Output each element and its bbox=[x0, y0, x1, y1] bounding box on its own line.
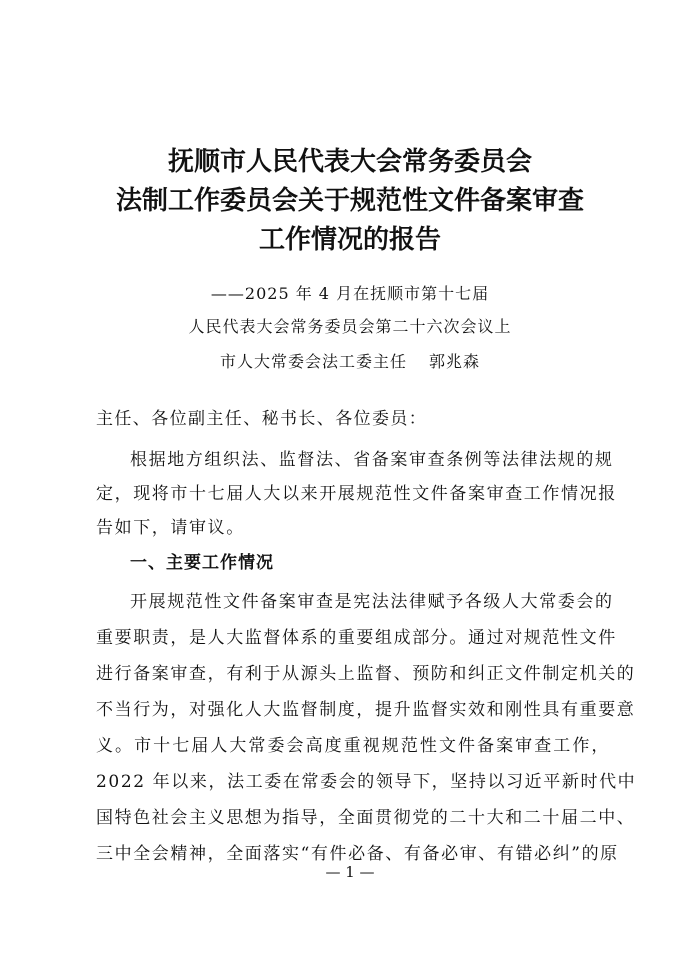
title-line-3: 工作情况的报告 bbox=[258, 225, 441, 255]
subtitle-line-1: ——2025 年 4 月在抚顺市第十七届 bbox=[210, 284, 490, 303]
paragraph-line: 开展规范性文件备案审查是宪法法律赋予各级人大常委会的 bbox=[130, 592, 614, 612]
paragraph-line: 进行备案审查，有利于从源头上监督、预防和纠正文件制定机关的 bbox=[96, 664, 636, 684]
paragraph-line: 义。市十七届人大常委会高度重视规范性文件备案审查工作， bbox=[96, 736, 610, 756]
paragraph-line: 三中全会精神，全面落实“有件必备、有备必审、有错必纠”的原 bbox=[96, 844, 619, 864]
title-line-2: 法制工作委员会关于规范性文件备案审查 bbox=[115, 186, 584, 216]
paragraph-line: 定，现将市十七届人大以来开展规范性文件备案审查工作情况报 bbox=[96, 484, 617, 504]
paragraph-line: 重要职责，是人大监督体系的重要组成部分。通过对规范性文件 bbox=[96, 628, 617, 648]
paragraph-line: 国特色社会主义思想为指导，全面贯彻党的二十大和二十届二中、 bbox=[96, 808, 636, 828]
paragraph-line: 根据地方组织法、监督法、省备案审查条例等法律法规的规 bbox=[130, 450, 614, 470]
paragraph-line: 告如下，请审议。 bbox=[96, 518, 245, 538]
paragraph-line: 2022 年以来，法工委在常委会的领导下，坚持以习近平新时代中 bbox=[96, 772, 637, 792]
reporter-line bbox=[0, 350, 700, 374]
page-number: — 1 — bbox=[325, 863, 375, 881]
reporter-position: 市人大常委会法工委主任 bbox=[219, 352, 407, 371]
reporter-name: 郭兆森 bbox=[429, 352, 481, 371]
title-line-1: 抚顺市人民代表大会常务委员会 bbox=[167, 147, 532, 177]
paragraph-line: 不当行为，对强化人大监督制度，提升监督实效和刚性具有重要意 bbox=[96, 700, 636, 720]
subtitle-line-2: 人民代表大会常务委员会第二十六次会议上 bbox=[188, 317, 512, 336]
section-heading: 一、主要工作情况 bbox=[130, 553, 274, 573]
salutation: 主任、各位副主任、秘书长、各位委员： bbox=[96, 409, 428, 429]
